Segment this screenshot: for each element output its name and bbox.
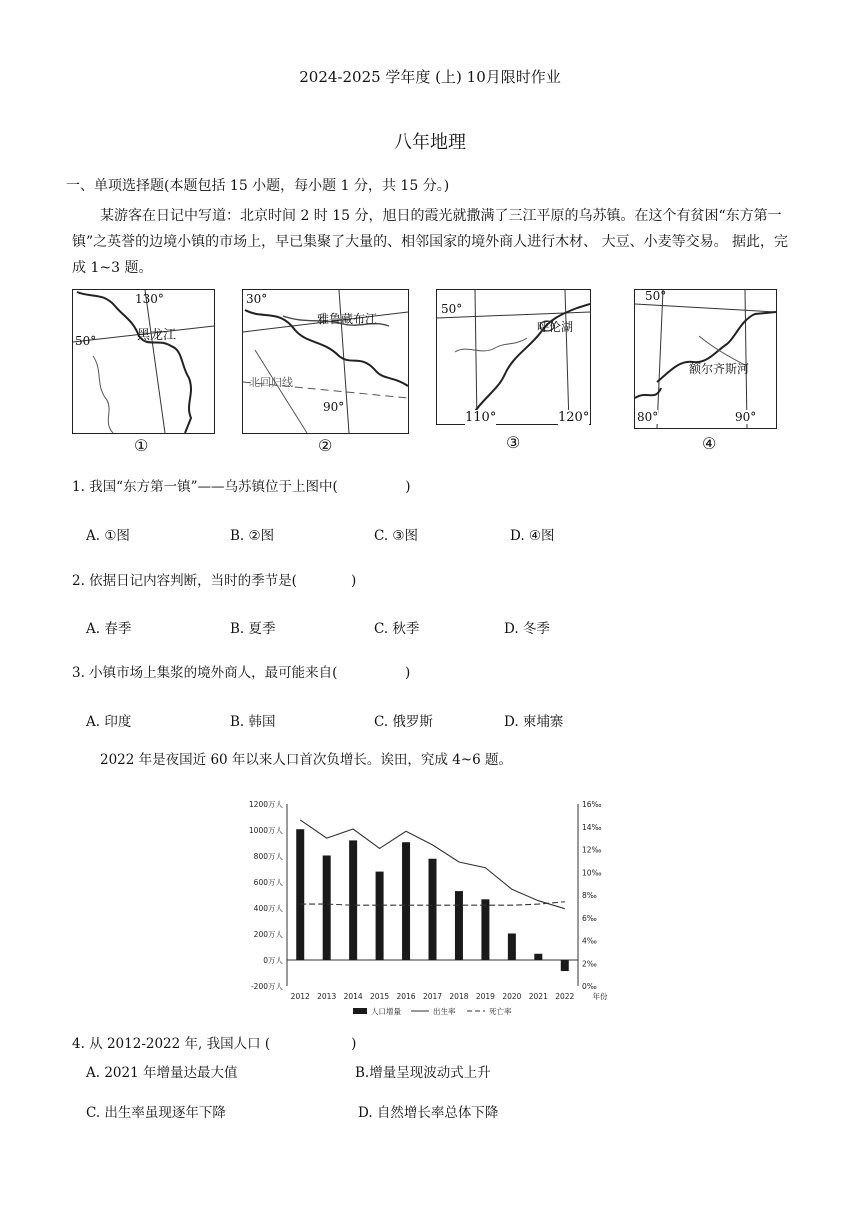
map-3-label-lon1: 110° — [465, 410, 497, 425]
right-tick-label: 2‰ — [582, 959, 597, 969]
bar-population-increase — [508, 933, 516, 960]
right-tick-label: 0‰ — [582, 982, 597, 991]
q2-option-c: C. 秋季 — [374, 621, 420, 637]
exam-title: 2024-2025 学年度 (上) 10月限时作业 — [299, 68, 561, 86]
bar-population-increase — [349, 840, 357, 960]
question-1: 1. 我国“东方第一镇”——乌苏镇位于上图中( ) — [72, 479, 411, 495]
x-tick-label: 2022 — [555, 992, 575, 1001]
x-tick-label: 2018 — [449, 992, 469, 1001]
x-tick-label: 2016 — [396, 992, 416, 1001]
map-4-label-lon1: 80° — [637, 410, 659, 424]
map-3-label-lon2: 120° — [558, 410, 590, 425]
map-1 — [72, 289, 215, 434]
q1-option-b: B. ②图 — [230, 528, 275, 544]
bar-population-increase — [376, 872, 384, 960]
bar-population-increase — [534, 954, 542, 960]
bar-population-increase — [323, 855, 331, 960]
legend-death-label: 死亡率 — [489, 1007, 512, 1016]
map-4-label-lon2: 90° — [735, 410, 757, 424]
map-4-label-lat: 50° — [645, 289, 667, 303]
map-2-label-tropic: 北回归线 — [249, 376, 293, 389]
map-1-label-lat: 50° — [75, 334, 97, 348]
q2-option-a: A. 春季 — [86, 621, 132, 637]
right-tick-label: 12‰ — [582, 845, 602, 855]
question-3: 3. 小镇市场上集浆的境外商人，最可能来自( ) — [72, 665, 411, 681]
x-tick-label: 2020 — [502, 992, 522, 1001]
q1-option-a: A. ①图 — [86, 528, 130, 544]
map-1-label-river: 黑龙江 — [137, 328, 177, 343]
q2-option-b: B. 夏季 — [230, 621, 276, 637]
left-tick-label: 200万人 — [253, 930, 283, 939]
q2-option-d: D. 冬季 — [504, 621, 550, 637]
right-tick-label: 4‰ — [582, 936, 597, 946]
bar-population-increase — [402, 842, 410, 960]
left-tick-label: 1200万人 — [248, 800, 283, 809]
right-tick-label: 6‰ — [582, 913, 597, 923]
left-tick-label: 400万人 — [253, 904, 283, 913]
left-tick-label: 0万人 — [263, 956, 283, 965]
q4-option-b: B.增量呈现波动式上升 — [355, 1065, 491, 1081]
bar-population-increase — [455, 891, 463, 960]
bar-population-increase — [296, 829, 304, 960]
q4-option-d: D. 自然增长率总体下降 — [358, 1105, 499, 1121]
x-axis-unit: 年份 — [592, 992, 608, 1001]
x-tick-label: 2017 — [422, 992, 443, 1001]
x-tick-label: 2021 — [528, 992, 548, 1001]
map-3-label-lat: 50° — [441, 302, 463, 316]
map-2-label-lon: 90° — [323, 400, 345, 414]
x-tick-label: 2014 — [343, 992, 363, 1001]
map-1-caption: ① — [134, 436, 149, 455]
left-tick-label: 600万人 — [253, 878, 283, 887]
map-2 — [242, 289, 409, 434]
subject-title: 八年地理 — [394, 132, 466, 153]
legend-bar-label: 人口增量 — [371, 1007, 401, 1016]
map-2-caption: ② — [318, 436, 333, 455]
map-3 — [436, 289, 591, 425]
q3-option-a: A. 印度 — [86, 714, 132, 730]
map-3-caption: ③ — [506, 433, 521, 452]
map-4 — [634, 289, 777, 429]
q3-option-d: D. 柬埔寨 — [504, 714, 564, 730]
map-4-caption: ④ — [702, 434, 717, 453]
left-tick-label: 1000万人 — [248, 826, 283, 835]
q3-option-c: C. 俄罗斯 — [374, 714, 433, 730]
q4-option-a: A. 2021 年增量达最大值 — [86, 1065, 238, 1081]
x-tick-label: 2015 — [370, 992, 390, 1001]
map-2-label-lat: 30° — [246, 292, 268, 306]
right-tick-label: 8‰ — [582, 891, 597, 900]
x-tick-label: 2012 — [290, 992, 310, 1001]
q3-option-b: B. 韩国 — [230, 714, 276, 730]
q4-option-c: C. 出生率虽现逐年下降 — [86, 1105, 226, 1121]
bar-population-increase — [561, 960, 569, 971]
q1-option-d: D. ④图 — [510, 528, 555, 544]
bar-population-increase — [481, 899, 489, 960]
map-2-label-river: 雅鲁藏布江 — [317, 312, 378, 326]
map-3-label-lake: 呼伦湖 — [537, 320, 574, 334]
intro-paragraph: 某游客在日记中写道：北京时间 2 时 15 分，旭日的霞光就撒满了三江平原的乌苏镇。在这个有贫困“东方第一镇”之英誉的边境小镇的市场上，早已集聚了大量的、相邻国家的境外商人进行木材、 大豆、小麦等交易。 据此，完成 1~3 题。 — [72, 208, 789, 276]
left-tick-label: 800万人 — [253, 852, 283, 861]
bar-population-increase — [429, 859, 437, 960]
question-2: 2. 依据日记内容判断，当时的季节是( ) — [72, 573, 357, 589]
question-4: 4. 从 2012-2022 年, 我国人口 ( ) — [72, 1036, 357, 1052]
x-tick-label: 2019 — [475, 992, 495, 1001]
intro-paragraph-2: 2022 年是夜国近 60 年以来人口首次负增长。诶田，究成 4~6 题。 — [100, 752, 512, 768]
section-heading: 一、单项选择题(本题包括 15 小题，每小题 1 分，共 15 分。) — [66, 178, 450, 194]
map-4-label-river: 额尔齐斯河 — [689, 362, 750, 376]
q1-option-c: C. ③图 — [374, 528, 419, 544]
population-chart — [235, 796, 630, 1020]
x-tick-label: 2013 — [317, 992, 337, 1001]
legend-birth-label: 出生率 — [433, 1007, 456, 1016]
right-tick-label: 14‰ — [582, 822, 602, 832]
right-tick-label: 16‰ — [582, 800, 602, 809]
right-tick-label: 10‰ — [582, 868, 602, 878]
map-1-label-lon: 130° — [135, 292, 164, 306]
left-tick-label: -200万人 — [250, 982, 283, 991]
legend-bar-swatch — [353, 1008, 367, 1014]
